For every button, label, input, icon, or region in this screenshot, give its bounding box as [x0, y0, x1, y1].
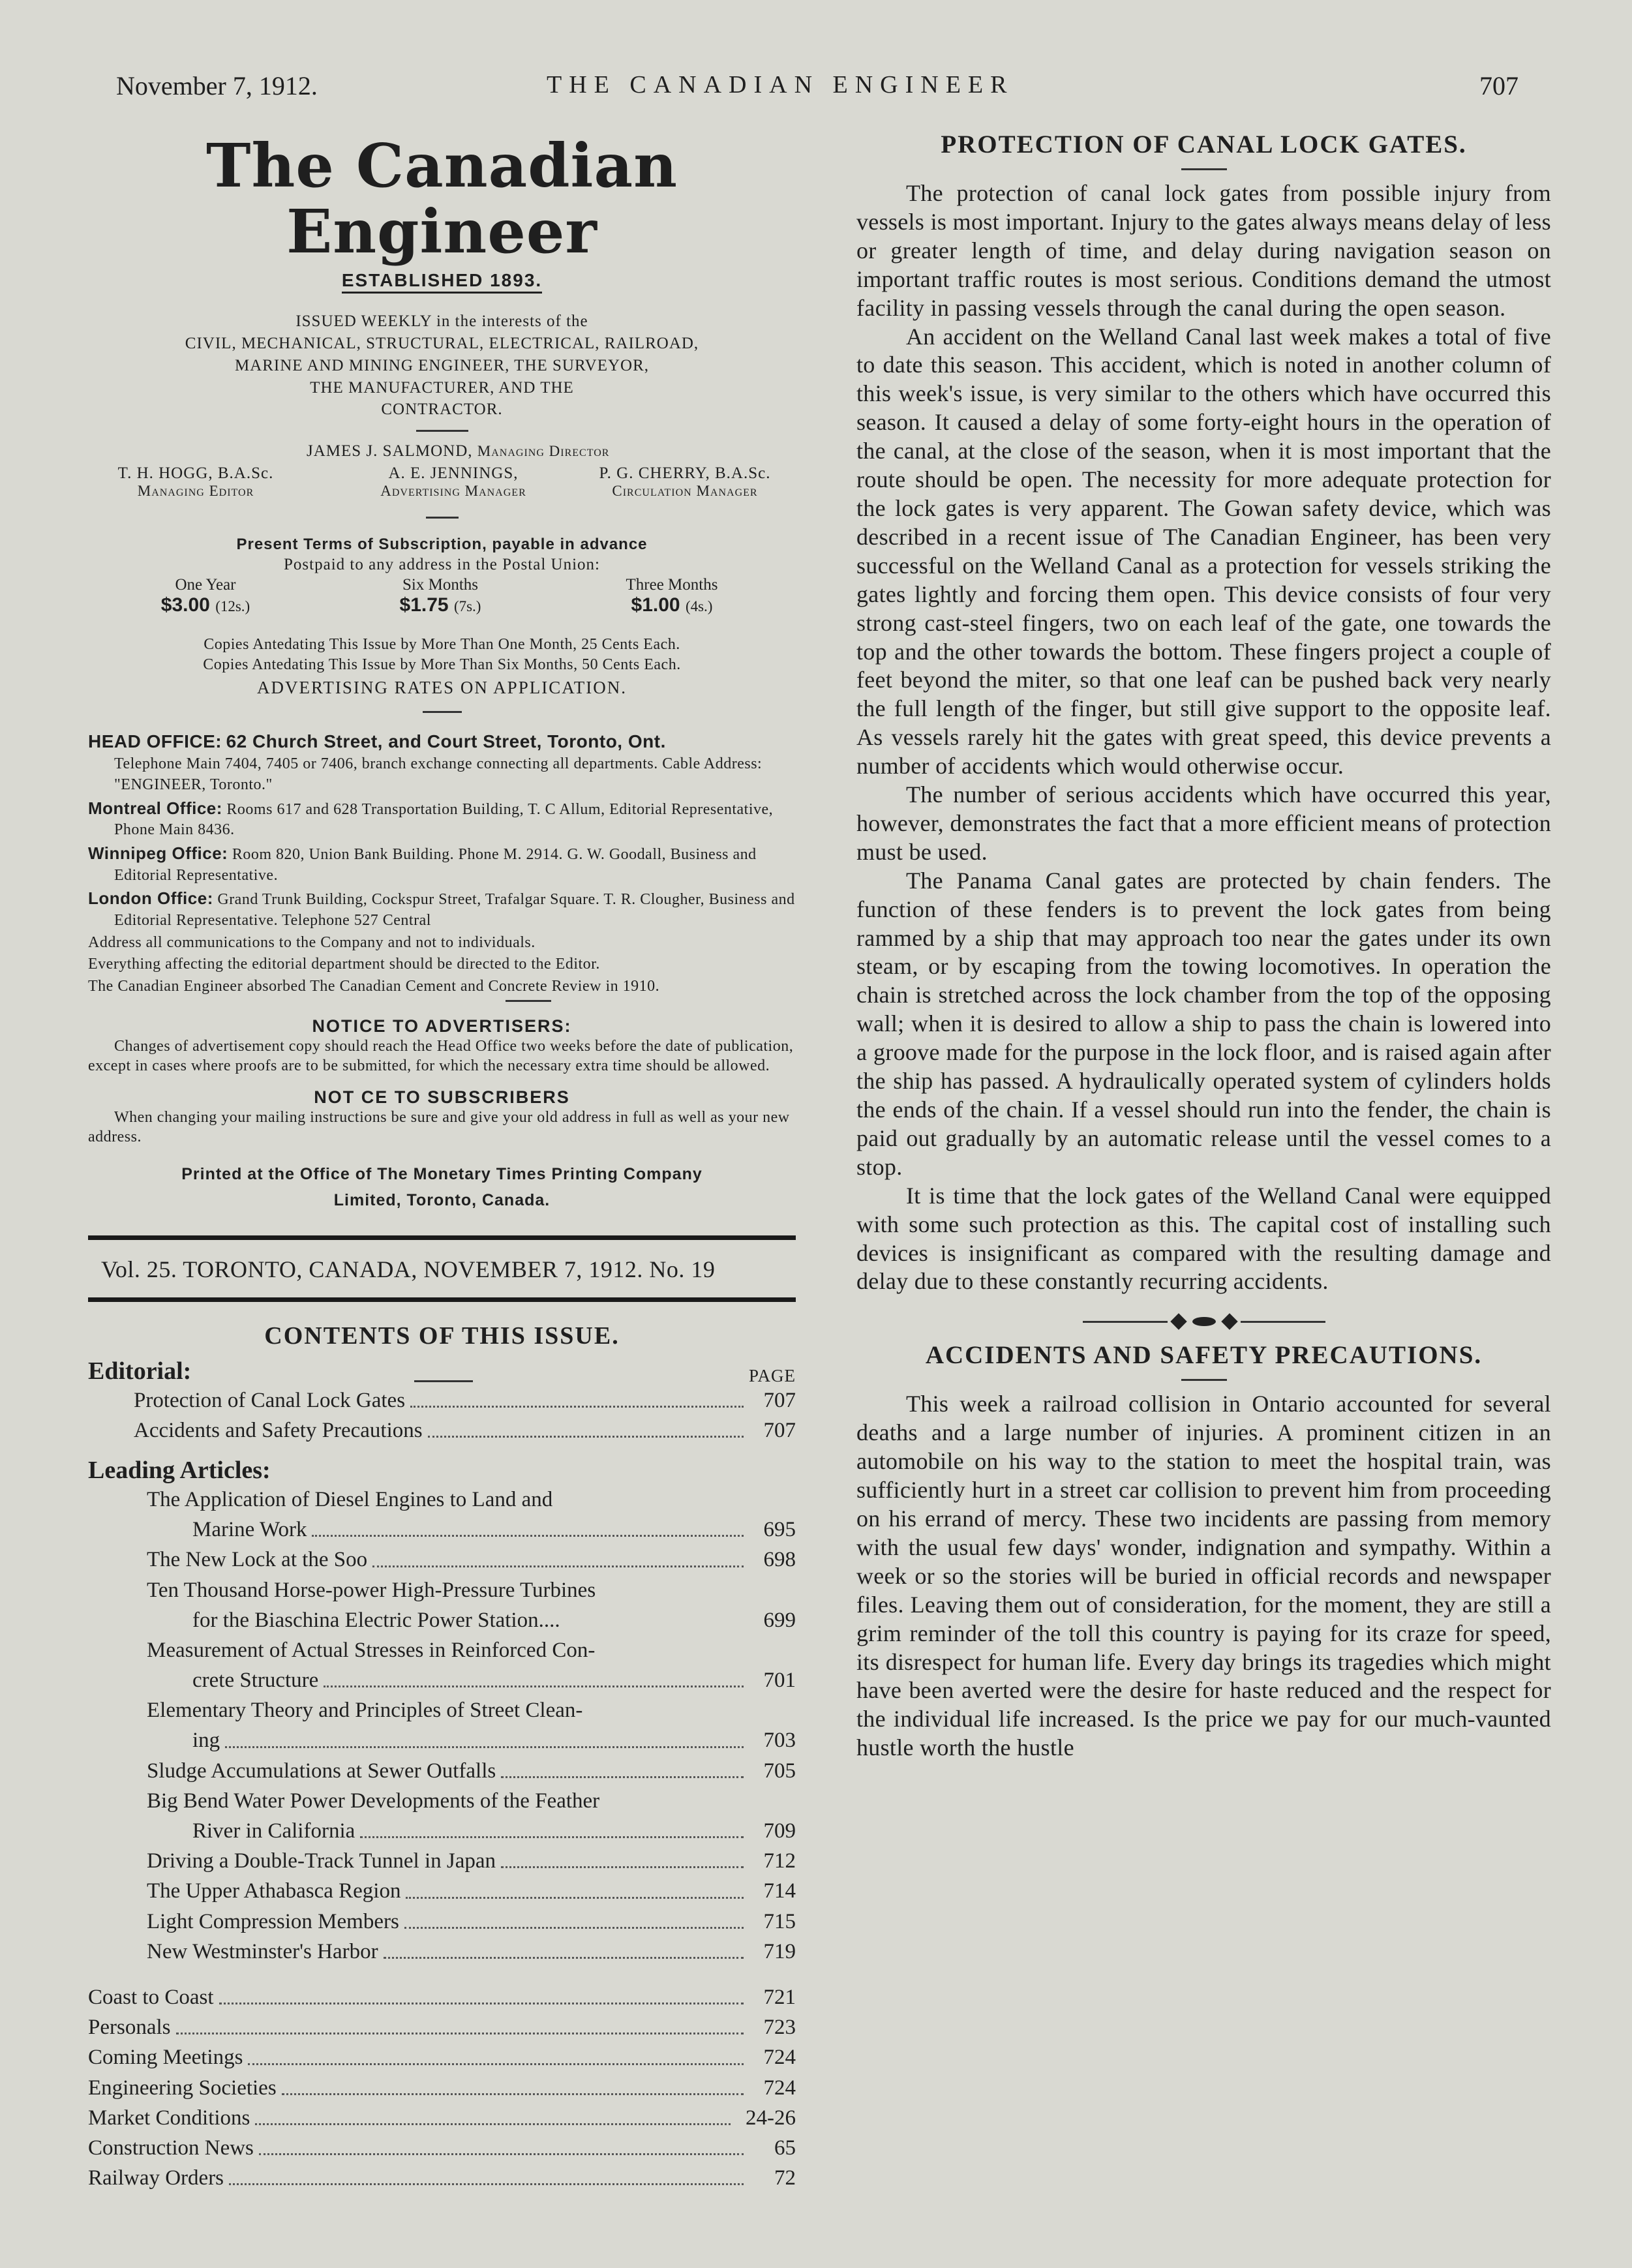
toc-entry[interactable]: Light Compression Members 715: [147, 1909, 796, 1933]
toc-entry[interactable]: Big Bend Water Power Developments of the Feather River in California 709: [147, 1789, 796, 1843]
subscribers-notice-text: When changing your mailing instructions be sure and give your old address in full as well as your new address.: [88, 1108, 790, 1145]
toc-entry[interactable]: The New Lock at the Soo 698: [147, 1548, 796, 1572]
toc-entry[interactable]: Ten Thousand Horse-power High-Pressure Turbines for the Biaschina Electric Power Station.... 699: [147, 1578, 796, 1632]
subscription-heading: Present Terms of Subscription, payable in advance: [236, 536, 648, 554]
running-head-date: November 7, 1912.: [116, 71, 318, 100]
toc-entry[interactable]: The Application of Diesel Engines to Land and Marine Work 695: [147, 1487, 796, 1542]
subscription-terms: [88, 576, 796, 635]
running-head-page-number: 707: [1479, 71, 1519, 100]
divider: [1181, 168, 1227, 170]
toc-section-editorial: Editorial:: [88, 1357, 192, 1385]
divider: [506, 1000, 551, 1002]
section-ornament: [856, 1316, 1551, 1327]
editorial-note: Everything affecting the editorial department should be directed to the Editor.: [88, 956, 600, 973]
toc-section-leading: Leading Articles:: [88, 1456, 271, 1484]
article-canal-lock-gates: [856, 130, 1551, 1296]
toc-entry[interactable]: Construction News 65: [88, 2136, 796, 2160]
article-accidents-safety: [856, 1340, 1551, 1762]
article-title: ACCIDENTS AND SAFETY PRECAUTIONS.: [925, 1341, 1483, 1370]
office-listing: [88, 730, 796, 997]
staff-hogg: T. H. HOGG, B.A.Sc. Managing Editor: [117, 464, 274, 500]
antedating-notes: Copies Antedating This Issue by More Than One Month, 25 Cents Each. Copies Antedating This Issue by More Than Six Months, 50 Cents Each.: [203, 635, 681, 674]
staff-listing: [88, 442, 796, 507]
toc-entry[interactable]: Sludge Accumulations at Sewer Outfalls 705: [147, 1759, 796, 1783]
masthead-title: The Canadian Engineer: [205, 130, 678, 267]
divider: [426, 517, 459, 519]
printer-credit: Printed at the Office of The Monetary Times Printing Company Limited, Toronto, Canada.: [181, 1164, 703, 1209]
article-paragraph: The protection of canal lock gates from possible injury from vessels is most important. Injury to the gates always means delay of less or greater length of time, and delay during navigation season on important traffic routes is most serious. Conditions demand the utmost facility in passing vessels through the canal during the open season.: [856, 180, 1551, 321]
staff-jennings: A. E. JENNINGS, Advertising Manager: [380, 464, 526, 500]
divider: [416, 430, 468, 432]
article-paragraph: This week a railroad collision in Ontario accounted for several deaths and a large number of injuries. A prominent citizen in an automobile on his way to the station to meet the hospital train, was sufficiently hurt in a street car collision to prevent him from proceeding on his errand of mercy. These two incidents are passing from memory with the usual few days' wonder, indignation and sympathy. Within a week or so the stories will be buried in official records and newspaper files. Leaving them out of consideration, for the moment, they are still a grim reminder of the toll this country is paying for its craze for speed, its disrespect for human life. Every day brings its tragedies which might have been averted were the desire for haste reduced and the respect for the individual life increased. Is the price we pay for our much-vaunted hustle worth the hustle: [856, 1391, 1551, 1761]
toc-entry[interactable]: Accidents and Safety Precautions 707: [134, 1418, 796, 1442]
term-three-months: Three Months $1.00 (4s.): [626, 575, 718, 616]
toc-entry[interactable]: Market Conditions 24-26: [88, 2106, 796, 2130]
contents-title: CONTENTS OF THIS ISSUE.: [264, 1322, 620, 1350]
toc-entry[interactable]: The Upper Athabasca Region 714: [147, 1879, 796, 1903]
left-column: [88, 130, 796, 2193]
advertising-rates: ADVERTISING RATES ON APPLICATION.: [257, 678, 627, 698]
head-office: HEAD OFFICE: 62 Church Street, and Court Street, Toronto, Ont. Telephone Main 7404, 7405 or 7406, branch exchange connecting all departments. Cable Address: "ENGINEER, Toronto.": [88, 731, 763, 793]
article-paragraph: It is time that the lock gates of the Welland Canal were equipped with some such protection as this. The capital cost of installing such devices is insignificant as compared with the resulting damage and delay due to these constantly recurring accidents.: [856, 1182, 1551, 1295]
article-title: PROTECTION OF CANAL LOCK GATES.: [941, 130, 1467, 159]
article-paragraph: An accident on the Welland Canal last week makes a total of five to date this season. This accident, which is noted in another column of this week's issue, is very similar to the others which have occurred this season. It caused a delay of some forty-eight hours in the operation of the canal, at the close of the season, when it is most important that the route should be open. The necessity for more adequate protection for the lock gates is very apparent. The Gowan safety device, which was described in a recent issue of The Canadian Engineer, has been very successful on the Welland Canal as a protection for vessels striking the gates lightly and forcing them open. This device consists of four very strong cast-steel fingers, two on each leaf of the gate, one towards the top and the other towards the bottom. These fingers project a couple of feet beyond the miter, so that one leaf can be pushed back very nearly the full length of the finger, but still give support to the opposite leaf. As vessels rarely hit the gates with great speed, this device prevents a number of accidents which would otherwise occur.: [856, 323, 1551, 779]
subscribers-notice-heading: NOT CE TO SUBSCRIBERS: [314, 1087, 570, 1107]
toc-entry[interactable]: Measurement of Actual Stresses in Reinforced Con- crete Structure 701: [147, 1638, 796, 1693]
toc-entry[interactable]: Protection of Canal Lock Gates 707: [134, 1388, 796, 1412]
running-head-title: THE CANADIAN ENGINEER: [547, 71, 1014, 98]
term-six-months: Six Months $1.75 (7s.): [399, 575, 481, 616]
london-office: London Office: Grand Trunk Building, Cockspur Street, Trafalgar Square. T. R. Clougher, Business and Editorial Representative. Telephone 527 Central: [88, 888, 795, 929]
managing-director: JAMES J. SALMOND, Managing Director: [307, 442, 610, 461]
toc-entry[interactable]: New Westminster's Harbor 719: [147, 1939, 796, 1963]
divider: [423, 711, 462, 713]
winnipeg-office: Winnipeg Office: Room 820, Union Bank Building. Phone M. 2914. G. W. Goodall, Business and Editorial Representative.: [88, 843, 757, 884]
divider: [1181, 1379, 1227, 1381]
right-column: [856, 121, 1551, 1762]
advertisers-notice-heading: NOTICE TO ADVERTISERS:: [312, 1016, 572, 1036]
term-one-year: One Year $3.00 (12s.): [160, 575, 250, 616]
divider: [414, 1380, 473, 1382]
article-paragraph: The Panama Canal gates are protected by chain fenders. The function of these fenders is to prevent the lock gates from being rammed by a ship that may approach too near the gates under its own steam, or by escaping from the towing locomotives. In operation the chain is stretched across the lock chamber from the top of the opposing wall; when it is desired to allow a ship to pass the chain is lowered into a groove made for the purpose in the lock floor, and is raised again after the ship has passed. A hydraulically operated system of cylinders holds the ends of the chain. If a vessel should run into the fender, the chain is paid out gradually by an automatic release until the vessel comes to a stop.: [856, 867, 1551, 1180]
staff-cherry: P. G. CHERRY, B.A.Sc. Circulation Manager: [599, 464, 771, 500]
address-note: Address all communications to the Company and not to individuals.: [88, 933, 536, 951]
toc-entry[interactable]: Railway Orders 72: [88, 2166, 796, 2190]
toc-entry[interactable]: Coming Meetings 724: [88, 2046, 796, 2070]
page-column-label: PAGE: [748, 1365, 796, 1385]
toc-entry[interactable]: Elementary Theory and Principles of Street Clean- ing 703: [147, 1699, 796, 1753]
divider: [88, 1297, 796, 1302]
issued-statement: ISSUED WEEKLY in the interests of the CIVIL, MECHANICAL, STRUCTURAL, ELECTRICAL, RAILROAD, MARINE AND MINING ENGINEER, THE SURVEYOR, THE MANUFACTURER, AND THE CONTRACTOR.: [185, 312, 699, 419]
volume-line: Vol. 25. TORONTO, CANADA, NOVEMBER 7, 1912. No. 19: [101, 1256, 716, 1282]
divider: [88, 1235, 796, 1240]
article-paragraph: The number of serious accidents which have occurred this year, however, demonstrates the fact that a more efficient means of protection must be used.: [856, 781, 1551, 865]
toc-entry[interactable]: Driving a Double-Track Tunnel in Japan 712: [147, 1849, 796, 1873]
advertisers-notice-text: Changes of advertisement copy should reach the Head Office two weeks before the date of publication, except in cases where proofs are to be submitted, for which the necessary extra time should be allowed.: [88, 1037, 794, 1074]
toc-entry[interactable]: Engineering Societies 724: [88, 2076, 796, 2100]
established-line: ESTABLISHED 1893.: [88, 270, 796, 291]
absorbed-note: The Canadian Engineer absorbed The Canadian Cement and Concrete Review in 1910.: [88, 977, 660, 995]
running-head: [116, 70, 1519, 116]
postpaid-note: Postpaid to any address in the Postal Union:: [284, 556, 600, 574]
toc-entry[interactable]: Personals 723: [88, 2016, 796, 2040]
montreal-office: Montreal Office: Rooms 617 and 628 Transportation Building, T. C Allum, Editorial Representative, Phone Main 8436.: [88, 798, 774, 839]
table-of-contents: [88, 1357, 796, 2194]
toc-entry[interactable]: Coast to Coast 721: [88, 1985, 796, 2009]
